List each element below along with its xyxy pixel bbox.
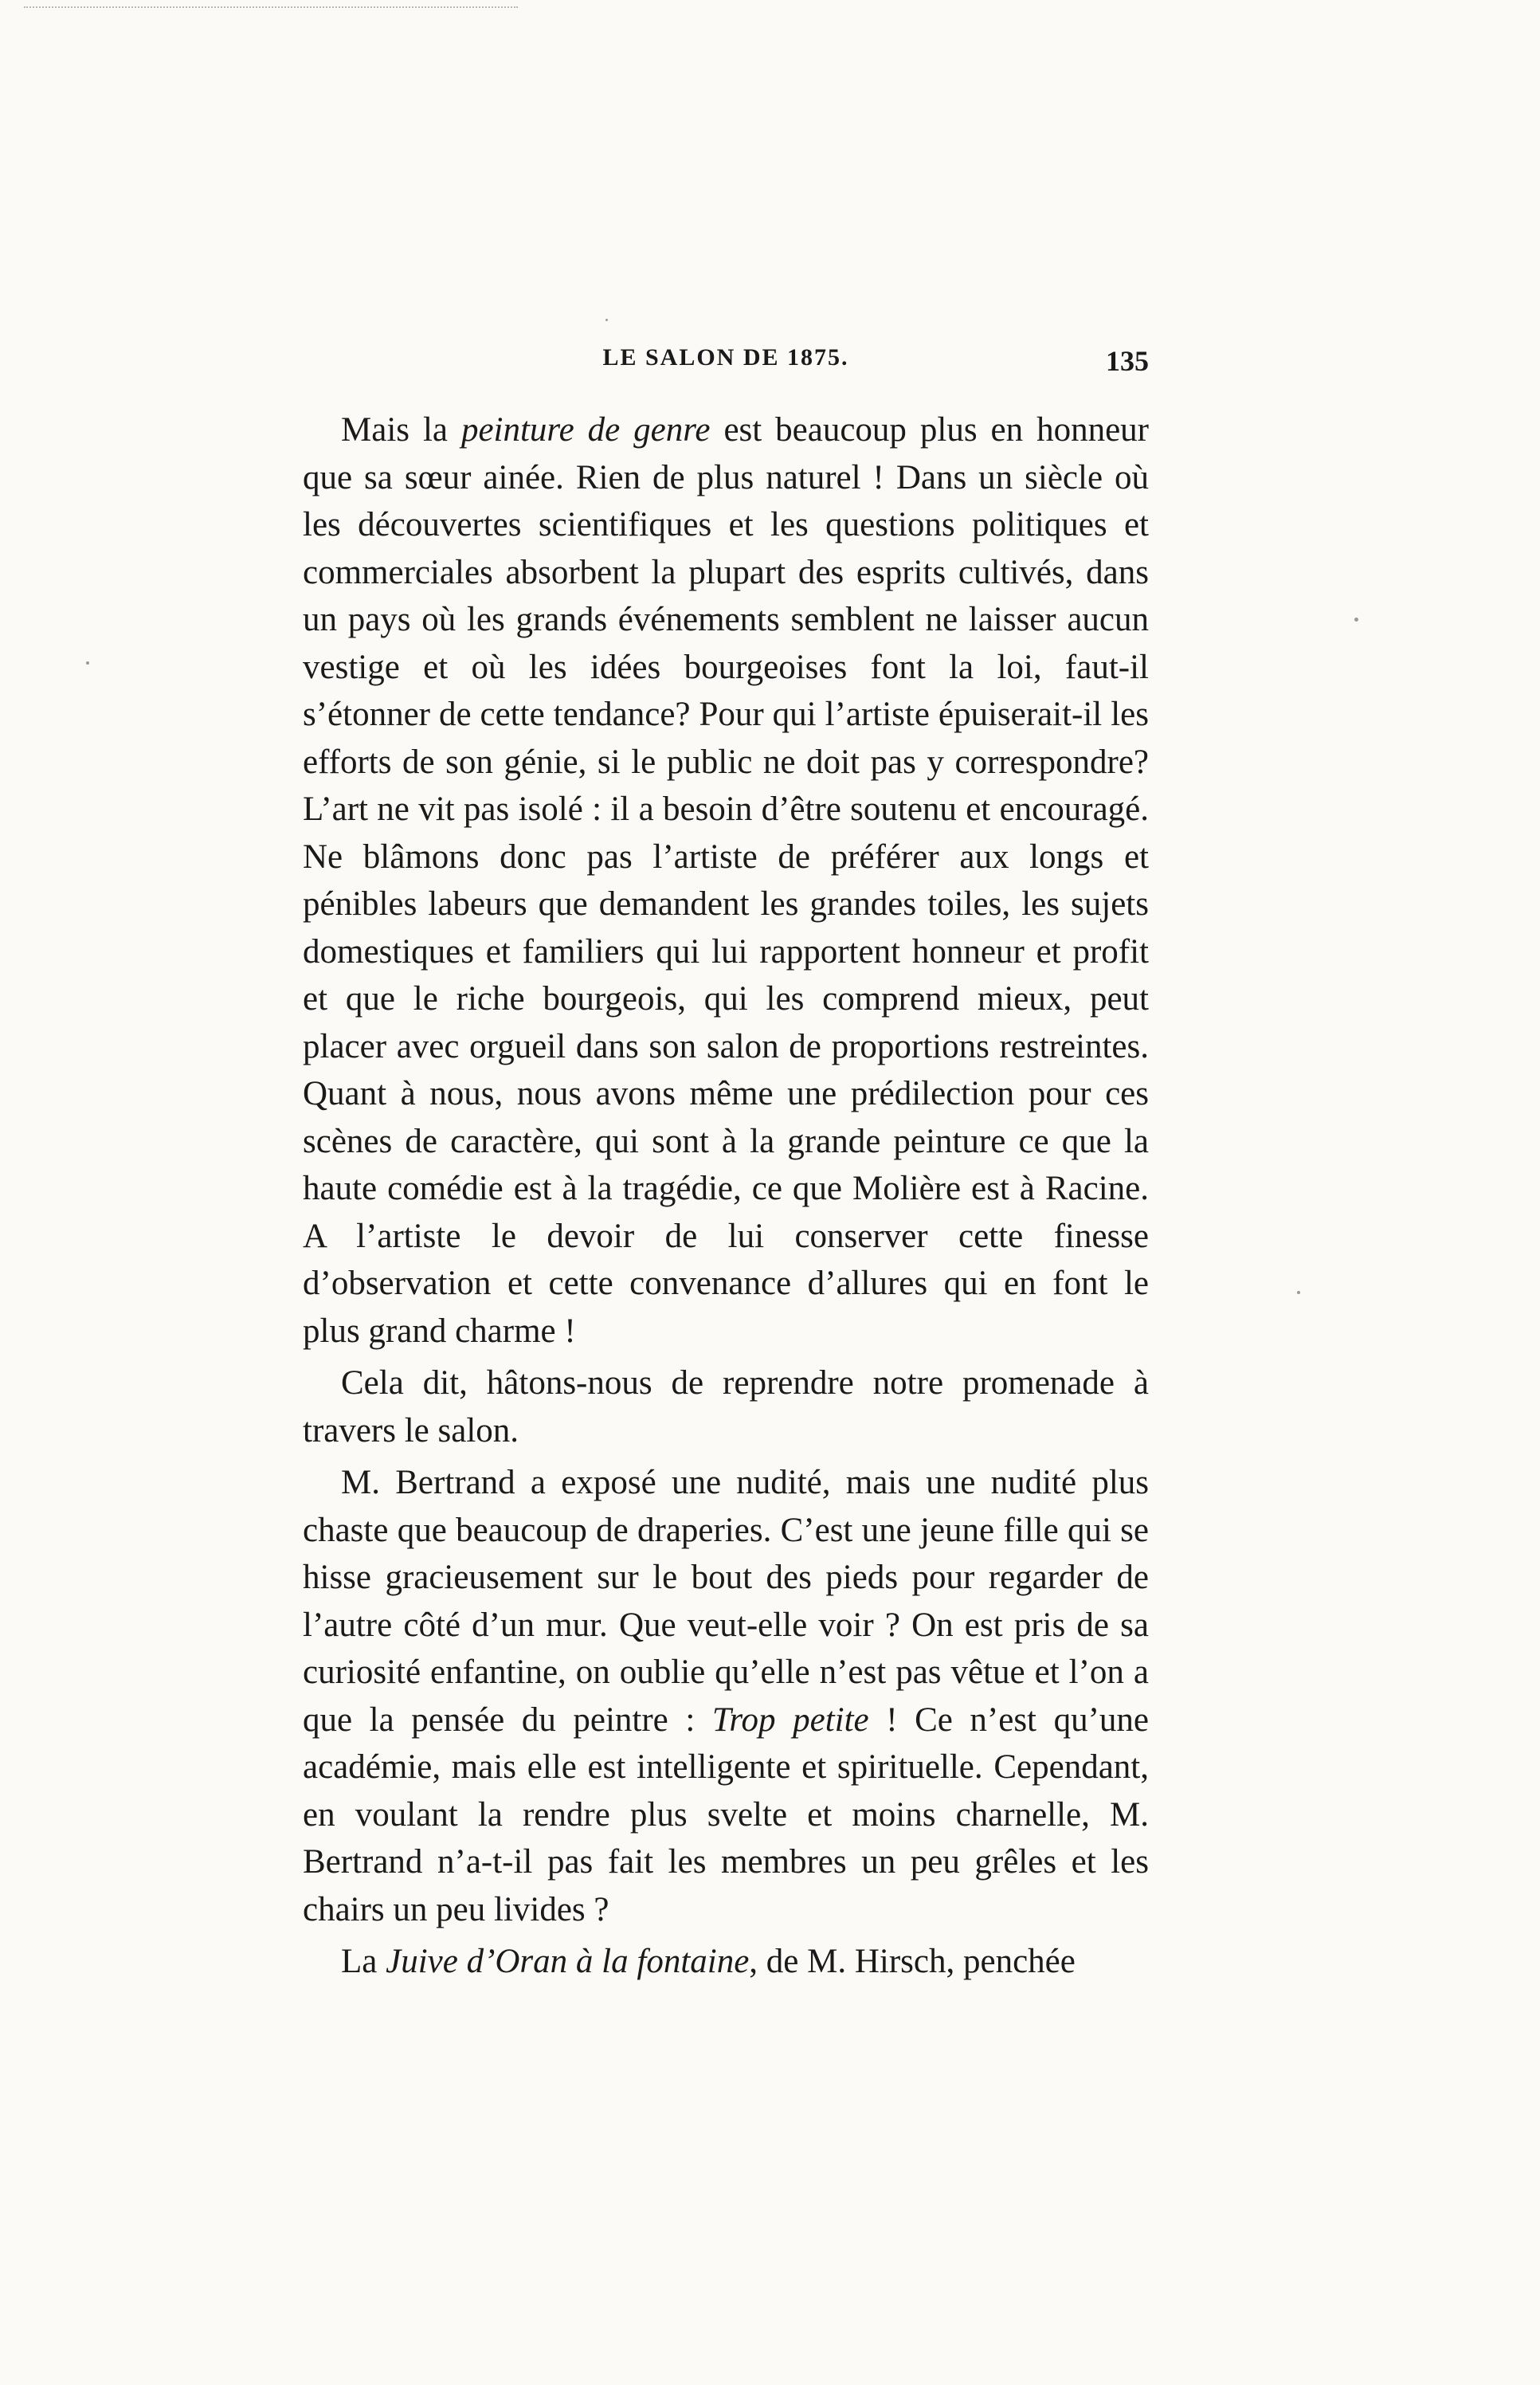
paragraph-1-italic: peinture de genre	[460, 411, 711, 449]
paragraph-3-text-a: M. Bertrand a exposé une nudité, mais une nudité plus chaste que beaucoup de draperies. C’est une jeune fille qui se hisse gracieusement sur le bout des pieds pour regarder de l’autre côté d’un mur. Que veut-elle voir ? On est pris de sa curiosité enfantine, on oublie qu’elle n’est pas vêtue et l’on a que la pensée du peintre :	[303, 1464, 1149, 1739]
page-number: 135	[1106, 345, 1149, 377]
paragraph-2-text: Cela dit, hâtons-nous de reprendre notre promenade à travers le salon.	[303, 1364, 1149, 1449]
running-head: LE SALON DE 1875.	[602, 344, 849, 371]
paragraph-3	[303, 1459, 1149, 1933]
paragraph-3-italic: Trop petite	[711, 1700, 869, 1739]
speck	[1354, 618, 1358, 622]
paragraph-3-text-b: ! Ce n’est qu’une académie, mais elle est intelligente et spirituelle. Cependant, en voulant la rendre plus svelte et moins charnelle, M. Bertrand n’a-t-il pas fait les membres un peu grêles et les chairs un peu livides ?	[303, 1700, 1149, 1928]
paragraph-4-text-b: , de M. Hirsch, penchée	[749, 1943, 1076, 1980]
paragraph-1-text-a: Mais la	[341, 411, 461, 449]
paragraph-4-italic: Juive d’Oran à la fontaine	[386, 1943, 750, 1980]
page-header	[303, 344, 1149, 392]
paragraph-4	[303, 1938, 1149, 1986]
paragraph-1	[303, 406, 1149, 1355]
speck	[605, 319, 608, 321]
body-text	[303, 406, 1149, 1991]
paragraph-4-text-a: La	[341, 1943, 386, 1980]
paragraph-2	[303, 1359, 1149, 1454]
top-edge-rule	[24, 6, 518, 8]
speck	[86, 661, 89, 665]
paragraph-1-text-b: est beaucoup plus en honneur que sa sœur ainée. Rien de plus naturel ! Dans un siècle où les découvertes scientifiques et les questions politiques et commerciales absorbent la plupart des esprits cultivés, dans un pays où les grands événements semblent ne laisser aucun vestige et où les idées bourgeoises font la loi, faut-il s’étonner de cette tendance? Pour qui l’artiste épuiserait-il les efforts de son génie, si le public ne doit pas y correspondre? L’art ne vit pas isolé : il a besoin d’être soutenu et encouragé. Ne blâmons donc pas l’artiste de préférer aux longs et pénibles labeurs que demandent les grandes toiles, les sujets domestiques et familiers qui lui rapportent honneur et profit et que le riche bourgeois, qui les comprend mieux, peut placer avec orgueil dans son salon de proportions restreintes. Quant à nous, nous avons même une prédilection pour ces scènes de caractère, qui sont à la grande peinture ce que la haute comédie est à la tragédie, ce que Molière est à Racine. A l’artiste le devoir de lui conserver cette finesse d’observation et cette convenance d’allures qui en font le plus grand charme !	[303, 411, 1149, 1350]
speck	[1297, 1291, 1300, 1294]
